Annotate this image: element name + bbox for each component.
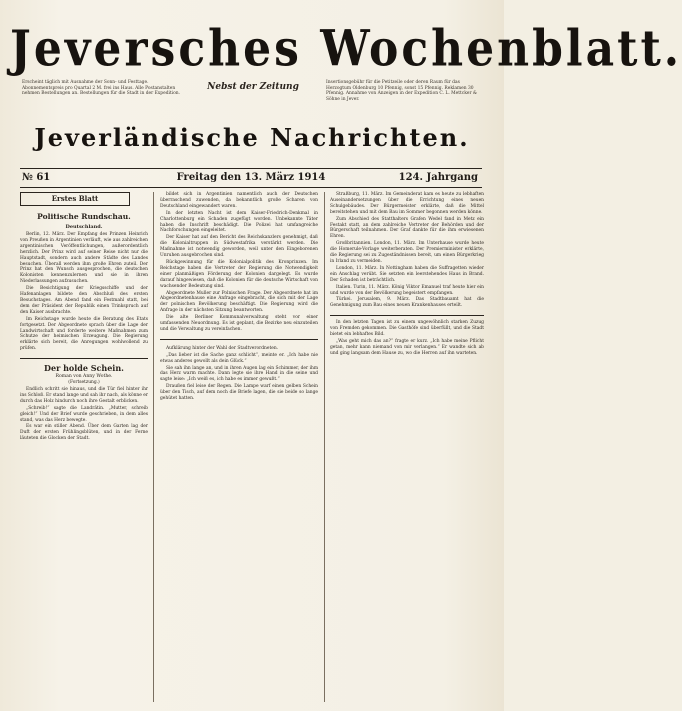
section-title: Politische Rundschau.	[37, 212, 131, 221]
article-paragraph: Der Kaiser hat auf den Bericht des Reichskanzlers genehmigt, daß die Kolonialtruppen in Südwestafrika verstärkt werden. Die Maßnahme ist notwendig geworden, weil unter den Eingeborenen Unruhen ausgebrochen sind.	[160, 235, 318, 259]
column-divider	[324, 192, 325, 702]
article-paragraph: Abgeordnete Muller zur Polnischen Frage. Der Abgeordnete hat im Abgeordnetenhause eine Anfrage eingebracht, die sich mit der Lage der polnischen Bevölkerung beschäftigt. Die Regierung wird die Anfrage in der nächsten Sitzung beantworten.	[160, 290, 318, 314]
article-paragraph: London, 11. März. In Nottingham haben die Suffragetten wieder ein Anschlag verübt. Sie setzten ein leerstehendes Haus in Brand. Der Schaden ist beträchtlich.	[330, 265, 484, 283]
issue-info-bar	[20, 168, 482, 188]
article-paragraph: „Was geht mich das an?“ fragte er kurz. „Ich habe meine Pflicht getan, mehr kann niemand von mir verlangen.“ Er wandte sich ab und ging langsam dem Hause zu, wo die Herren auf ihn warteten.	[330, 338, 484, 356]
feuilleton-paragraph: Endlich schritt sie hinaus, und die Tür fiel hinter ihr ins Schloß. Er stand lange und sah ihr nach, als könne er durch das Holz hindurch noch ihre Gestalt erblicken.	[20, 387, 148, 404]
feuilleton-paragraph: Aufklärung hinter der Wahl der Stadtverordneten.	[166, 345, 279, 351]
advertising-notice: Insertionsgebühr für die Petitzeile oder deren Raum für das Herzogtum Oldenburg 10 Pfennig, sonst 15 Pfennig. Reklamen 30 Pfennig. Annahme von Anzeigen in der Expedition C. L. Mettcker & Söhne in Jever.	[326, 80, 477, 102]
issue-volume: 124. Jahrgang	[398, 172, 478, 183]
article-paragraph: Zum Abschied des Statthalters Grafen Wedel fand in Metz ein Festakt statt, an dem zahlreiche Vertreter der Behörden und der Bürgerschaft teilnahmen. Der Graf dankte für die ihm erwiesenen Ehren.	[330, 216, 484, 240]
issue-date: Freitag den 13. März 1914	[176, 172, 326, 183]
column-right	[330, 192, 484, 707]
article-paragraph: Türkei. Jerusalem, 9. März. Das Stadtbauamt hat die Genehmigung zum Bau eines neuen Krankenhauses erteilt.	[330, 297, 484, 309]
column-divider	[153, 192, 154, 702]
feuilleton-paragraph: Sie sah ihn lange an, und in ihren Augen lag ein Schimmer, der ihm das Herz warm machte. Dann legte sie ihre Hand in die seine und sagte leise: „Ich weiß es, ich habe es immer gewußt.“	[160, 365, 318, 383]
feuilleton-paragraph: „Schreib!“ sagte die Landrätin. „Mutter, schreib gleich!“ Und der Brief wurde geschrieben, in dem alles stand, was das Herz bewegte.	[20, 405, 148, 423]
article-paragraph: bildet sich in Argentinien namentlich auch der Deutschen überraschend zuwenden, da bekanntlich große Scharen von Deutschland eingewandert waren.	[160, 192, 318, 209]
article-paragraph: Straßburg, 11. März. Im Gemeinderat kam es heute zu lebhaften Auseinandersetzungen über die Errichtung eines neuen Schulgebäudes. Der Bürgermeister erklärte, daß die Mittel bereitstehen und mit dem Bau im Sommer begonnen werden könne.	[330, 192, 484, 215]
issue-number: № 61	[22, 172, 51, 183]
article-paragraph: Berlin, 12. März. Der Empfang des Prinzen Heinrich von Preußen in Argentinien verläuft, wie aus zahlreichen argentinischen Veröffentlichungen, außerordentlich herzlich. Der Prinz wird auf seiner Reise nicht nur die Hauptstadt, sondern auch andere Städte des Landes besuchen. Überall werden ihm große Ehren zuteil. Der Prinz hat den Wunsch ausgesprochen, die deutschen Kolonisten kennenzulernen und sie in ihren Niederlassungen aufzusuchen.	[20, 232, 148, 285]
feuilleton-paragraph: „Das lieber ist die Sache ganz schlicht“, meinte er. „Ich habe nie etwas anderes gewollt als dein Glück.“	[160, 352, 318, 364]
subscription-notice: Erscheint täglich mit Ausnahme der Sonn- und Festtage. Abonnementspreis pro Quartal 2 M. frei ins Haus. Alle Postanstalten nehmen Bestellungen an. Bestellungen für die Stadt in der Expedition.	[22, 80, 180, 97]
article-paragraph: Italien. Turin, 11. März. König Viktor Emanuel traf heute hier ein und wurde von der Bevölkerung begeistert empfangen.	[330, 284, 484, 296]
feuilleton-paragraph: Es war ein stiller Abend. Über dem Garten lag der Duft der ersten Frühlingsblüten, und in der Ferne läuteten die Glocken der Stadt.	[20, 424, 148, 442]
feuilleton-paragraph: (Fortsetzung.)	[68, 380, 100, 386]
masthead-center-note: Nebst der Zeitung	[207, 82, 299, 92]
article-paragraph: In den letzten Tagen ist zu einem ungewöhnlich starken Zuzug von Fremden gekommen. Die Gasthöfe sind überfüllt, und die Stadt bietet ein lebhaftes Bild.	[330, 320, 484, 338]
article-paragraph: In der letzten Nacht ist dem Kaiser-Friedrich-Denkmal in Charlottenburg ein Schaden zugefügt worden. Unbekannte Täter haben die Inschrift beschädigt. Die Polizei hat umfangreiche Nachforschungen eingeleitet.	[160, 210, 318, 234]
feuilleton-title: Der holde Schein.	[44, 363, 124, 374]
article-paragraph: Die Besichtigung der Kriegsschiffe und der Hafenanlagen bildete den Abschluß des ersten Besuchstages. Am Abend fand ein Festmahl statt, bei dem der Präsident der Republik einen Trinkspruch auf den Kaiser ausbrachte.	[20, 286, 148, 315]
masthead-subrow	[22, 80, 484, 120]
article-paragraph: Rückgewinnung für die Kolonialpolitik des Kronprinzen. Im Reichstage haben die Vertreter der Regierung die Notwendigkeit einer planmäßigen Förderung der Kolonien dargelegt. Es wurde darauf hingewiesen, daß die Kolonien für die deutsche Wirtschaft von wachsender Bedeutung sind.	[160, 259, 318, 289]
article-paragraph: Die alte Berliner Kommunalverwaltung steht vor einer umfassenden Neuordnung. Es ist geplant, die Bezirke neu einzuteilen und die Verwaltung zu vereinfachen.	[160, 315, 318, 332]
feuilleton-divider	[20, 358, 148, 359]
column-left	[20, 192, 148, 707]
section-place: Deutschland.	[65, 224, 103, 230]
feuilleton-paragraph: Draußen fiel leise der Regen. Die Lampe warf einen gelben Schein über den Tisch, auf dem noch die Briefe lagen, die sie beide so lange gehütet hatten.	[160, 384, 318, 402]
feuilleton-author: Roman von Anny Wothe.	[55, 374, 113, 380]
feuilleton-divider	[330, 315, 484, 316]
section-box-title: Erstes Blatt	[20, 192, 130, 206]
article-paragraph: Im Reichstage wurde heute die Beratung des Etats fortgesetzt. Der Abgeordnete sprach über die Lage der Landwirtschaft und forderte weitere Maßnahmen zum Schutze der heimischen Erzeugung. Die Regierung erklärte sich bereit, die Anregungen wohlwollend zu prüfen.	[20, 316, 148, 352]
feuilleton-divider	[160, 339, 318, 340]
column-middle	[160, 192, 318, 707]
masthead-subtitle: Jeverländische Nachrichten.	[34, 123, 470, 152]
article-paragraph: Großbritannien. London, 11. März. Im Unterhause wurde heute die Homerule-Vorlage weiterberaten. Der Premierminister erklärte, die Regierung sei zu Zugeständnissen bereit, um einen Bürgerkrieg in Irland zu vermeiden.	[330, 241, 484, 264]
masthead-title: Jeversches Wochenblatt.	[10, 20, 682, 78]
